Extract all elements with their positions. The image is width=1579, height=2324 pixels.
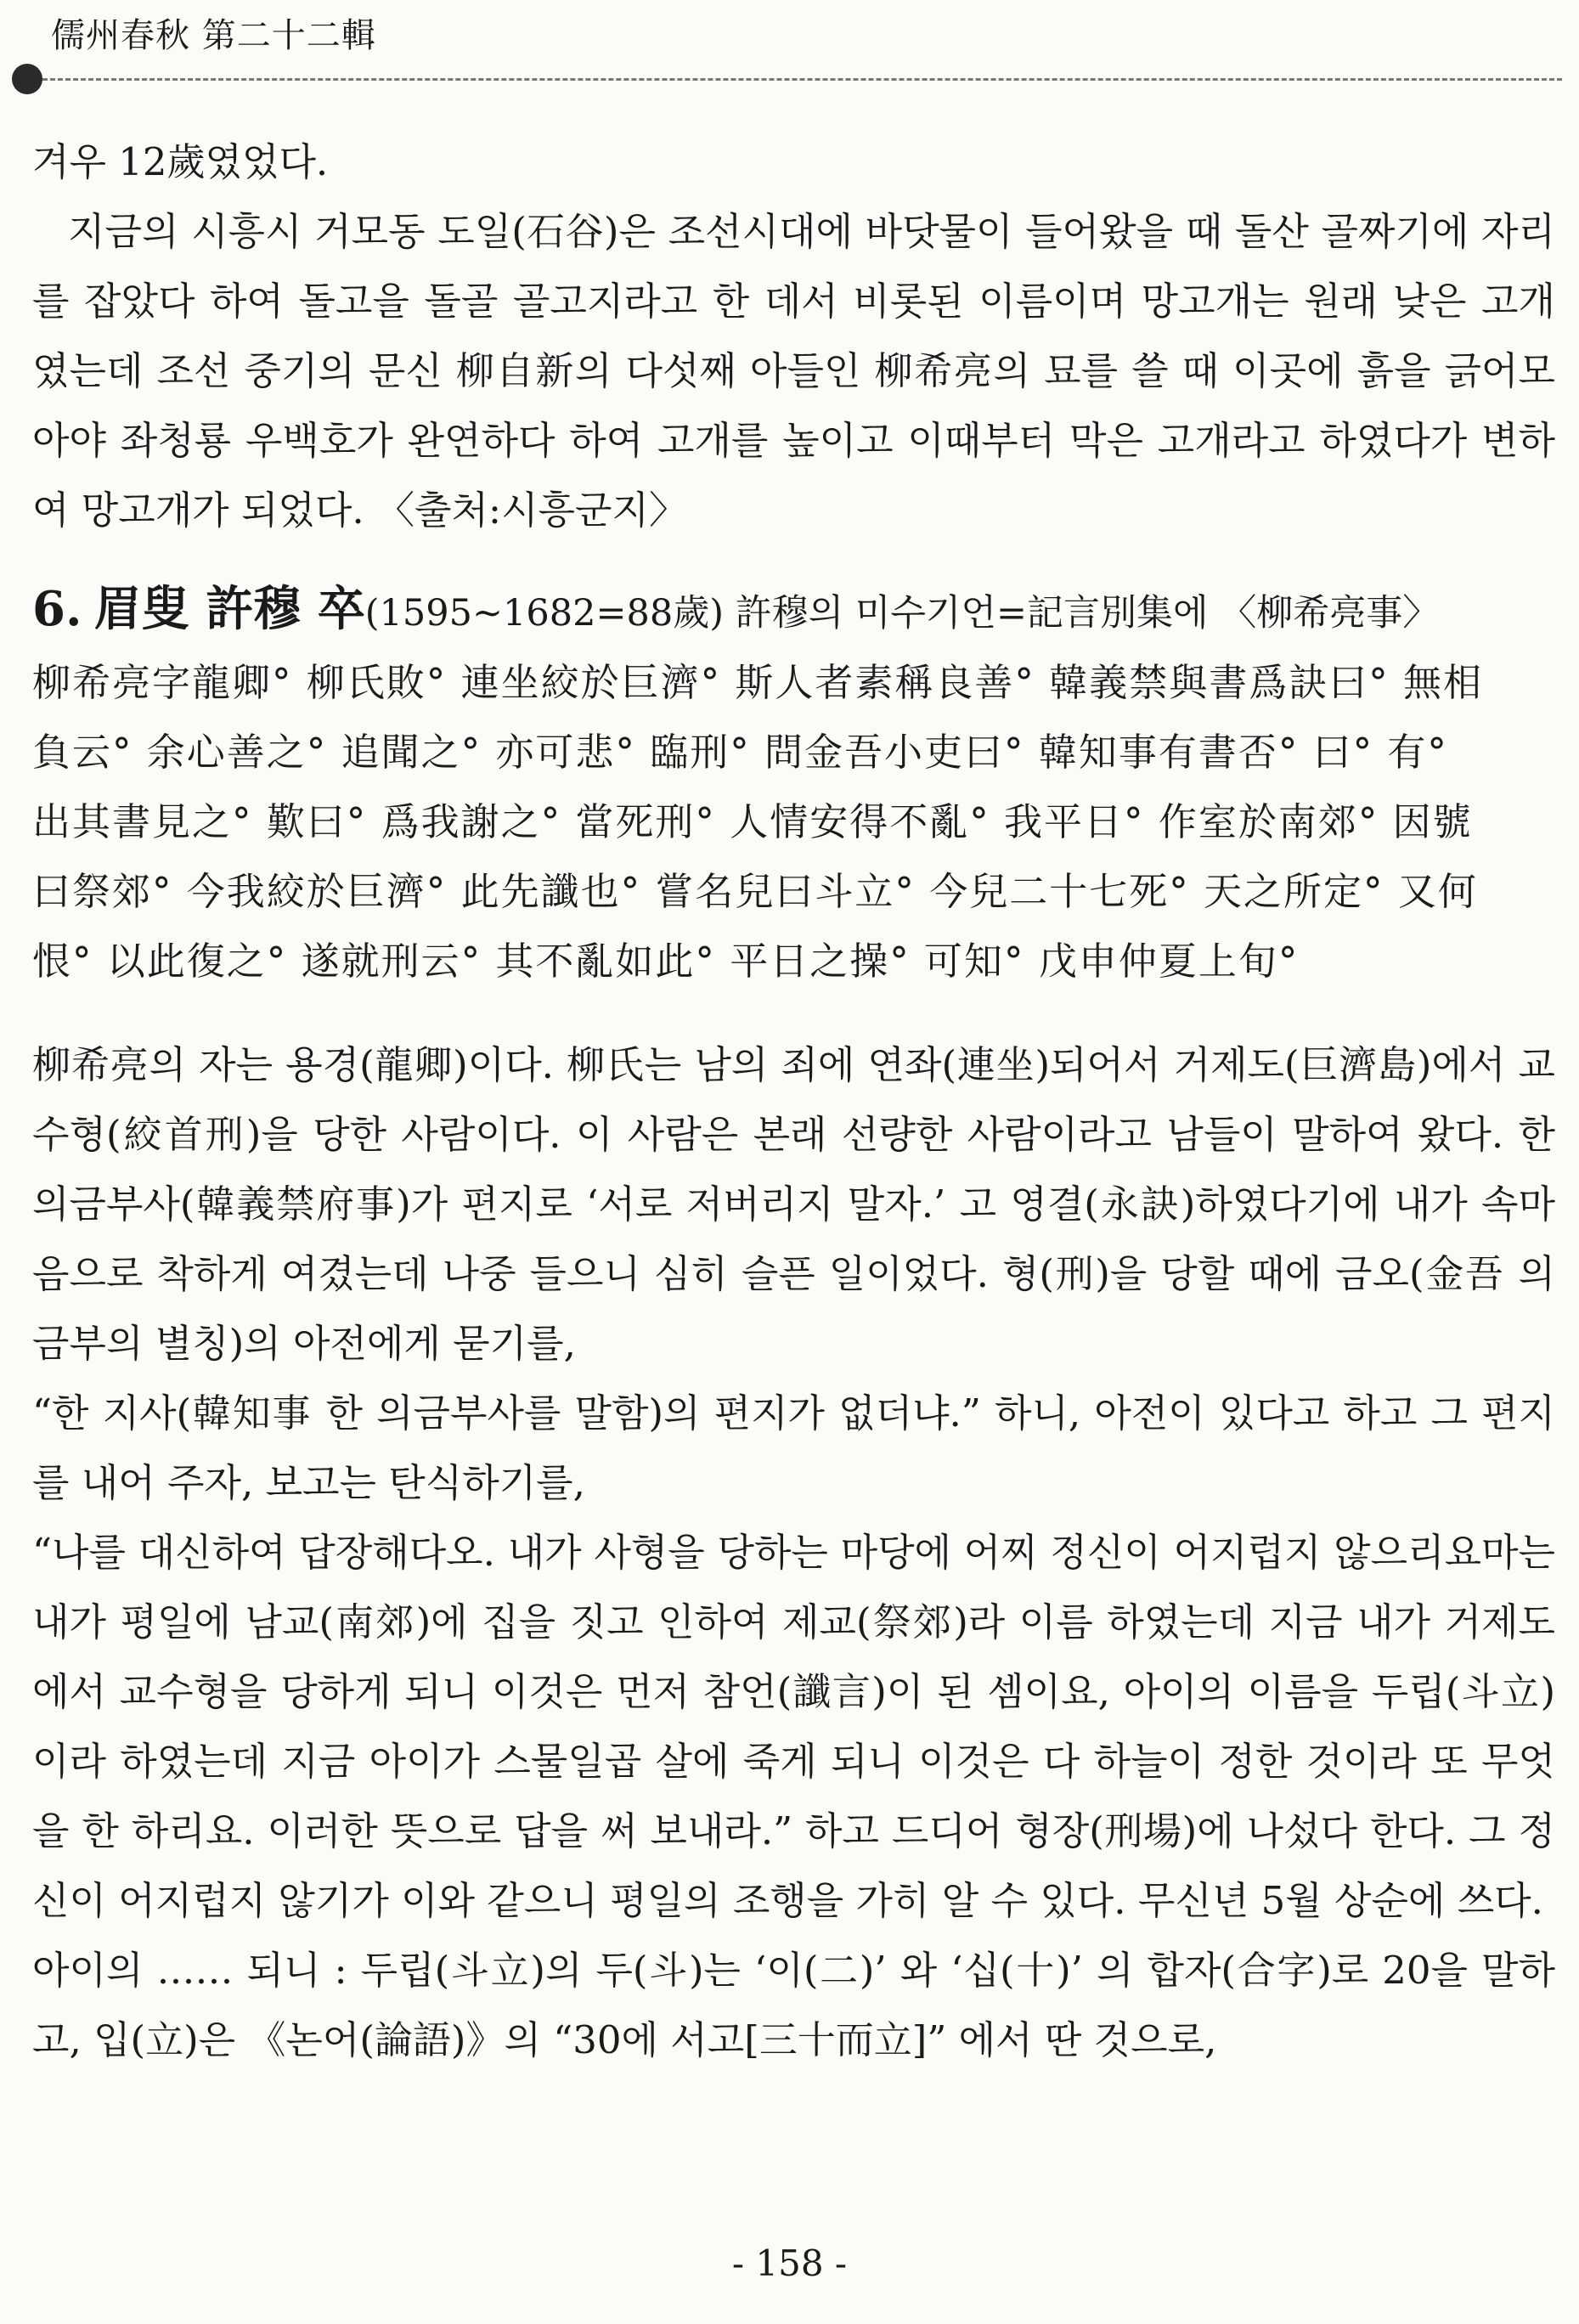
section-number: 6.: [32, 581, 82, 637]
hanmun-line: 柳希亮字龍卿° 柳氏敗° 連坐絞於巨濟° 斯人者素稱良善° 韓義禁與書爲訣曰° 無相: [32, 660, 1484, 705]
page-number: - 158 -: [731, 2242, 848, 2284]
section-heading: [32, 574, 1555, 648]
section-title: 眉叟 許穆 卒: [93, 581, 365, 637]
section-subtitle: (1595~1682=88歲) 許穆의 미수기언=記言別集에 〈柳希亮事〉: [364, 592, 1440, 635]
running-header: 儒州春秋 第二十二輯: [51, 16, 376, 55]
hanmun-line: 恨° 以此復之° 遂就刑云° 其不亂如此° 平日之操° 可知° 戊申仲夏上旬°: [32, 939, 1300, 984]
spacer: [32, 996, 1555, 1030]
paragraph-siheung: 지금의 시흥시 거모동 도일(石谷)은 조선시대에 바닷물이 들어왔을 때 돌산 골짜기에 자리를 잡았다 하여 돌고을 돌골 골고지라고 한 데서 비롯된 이름이며 망고개는 원래 낮은 고개였는데 조선 중기의 문신 柳自新의 다섯째 아들인 柳希亮의 묘를 쓸 때 이곳에 흙을 긁어모아야 좌청룡 우백호가 완연하다 하여 고개를 높이고 이때부터 막은 고개라고 하였다가 변하여 망고개가 되었다. 〈출처:시흥군지〉: [32, 209, 1555, 533]
hanmun-line: 曰祭郊° 今我絞於巨濟° 此先讖也° 嘗名兒曰斗立° 今兒二十七死° 天之所定° 又何: [32, 869, 1478, 914]
header-bullet: [12, 64, 42, 94]
translation-paragraph: 柳希亮의 자는 용경(龍卿)이다. 柳氏는 남의 죄에 연좌(連坐)되어서 거제도(巨濟島)에서 교수형(絞首刑)을 당한 사람이다. 이 사람은 본래 선량한 사람이라고 남들이 말하여 왔다. 한 의금부사(韓義禁府事)가 편지로 ‘서로 저버리지 말자.’ 고 영결(永訣)하였다기에 내가 속마음으로 착하게 여겼는데 나중 들으니 심히 슬픈 일이었다. 형(刑)을 당할 때에 금오(金吾 의금부의 별칭)의 아전에게 묻기를,: [32, 1042, 1555, 1366]
hanmun-original-text: [32, 648, 1555, 996]
translation-note: 아이의 …… 되니 : 두립(斗立)의 두(斗)는 ‘이(二)’ 와 ‘십(十)’ 의 합자(合字)로 20을 말하고, 입(立)은 《논어(論語)》의 “30에 서고[三十而立]” 에서 딴 것으로,: [32, 1948, 1555, 2062]
translation-quote: “나를 대신하여 답장해다오. 내가 사형을 당하는 마당에 어찌 정신이 어지럽지 않으리요마는 내가 평일에 남교(南郊)에 집을 짓고 인하여 제교(祭郊)라 이름 하였는데 지금 내가 거제도에서 교수형을 당하게 되니 이것은 먼저 참언(讖言)이 된 셈이요, 아이의 이름을 두립(斗立)이라 하였는데 지금 아이가 스물일곱 살에 죽게 되니 이것은 다 하늘이 정한 것이라 또 무엇을 한 하리요. 이러한 뜻으로 답을 써 보내라.” 하고 드디어 형장(刑場)에 나섰다 한다. 그 정신이 어지럽지 않기가 이와 같으니 평일의 조행을 가히 알 수 있다. 무신년 5월 상순에 쓰다.: [32, 1530, 1555, 1923]
header-rule: [42, 78, 1562, 81]
translation-quote: “한 지사(韓知事 한 의금부사를 말함)의 편지가 없더냐.” 하니, 아전이 있다고 하고 그 편지를 내어 주자, 보고는 탄식하기를,: [32, 1390, 1555, 1505]
page-body: [32, 127, 1555, 2075]
paragraph-continuation: 겨우 12歲였었다.: [32, 139, 329, 184]
hanmun-line: 出其書見之° 歎曰° 爲我謝之° 當死刑° 人情安得不亂° 我平日° 作室於南郊° 因號: [32, 799, 1473, 844]
hanmun-line: 負云° 余心善之° 追聞之° 亦可悲° 臨刑° 問金吾小吏曰° 韓知事有書否° 曰° 有°: [32, 730, 1448, 775]
